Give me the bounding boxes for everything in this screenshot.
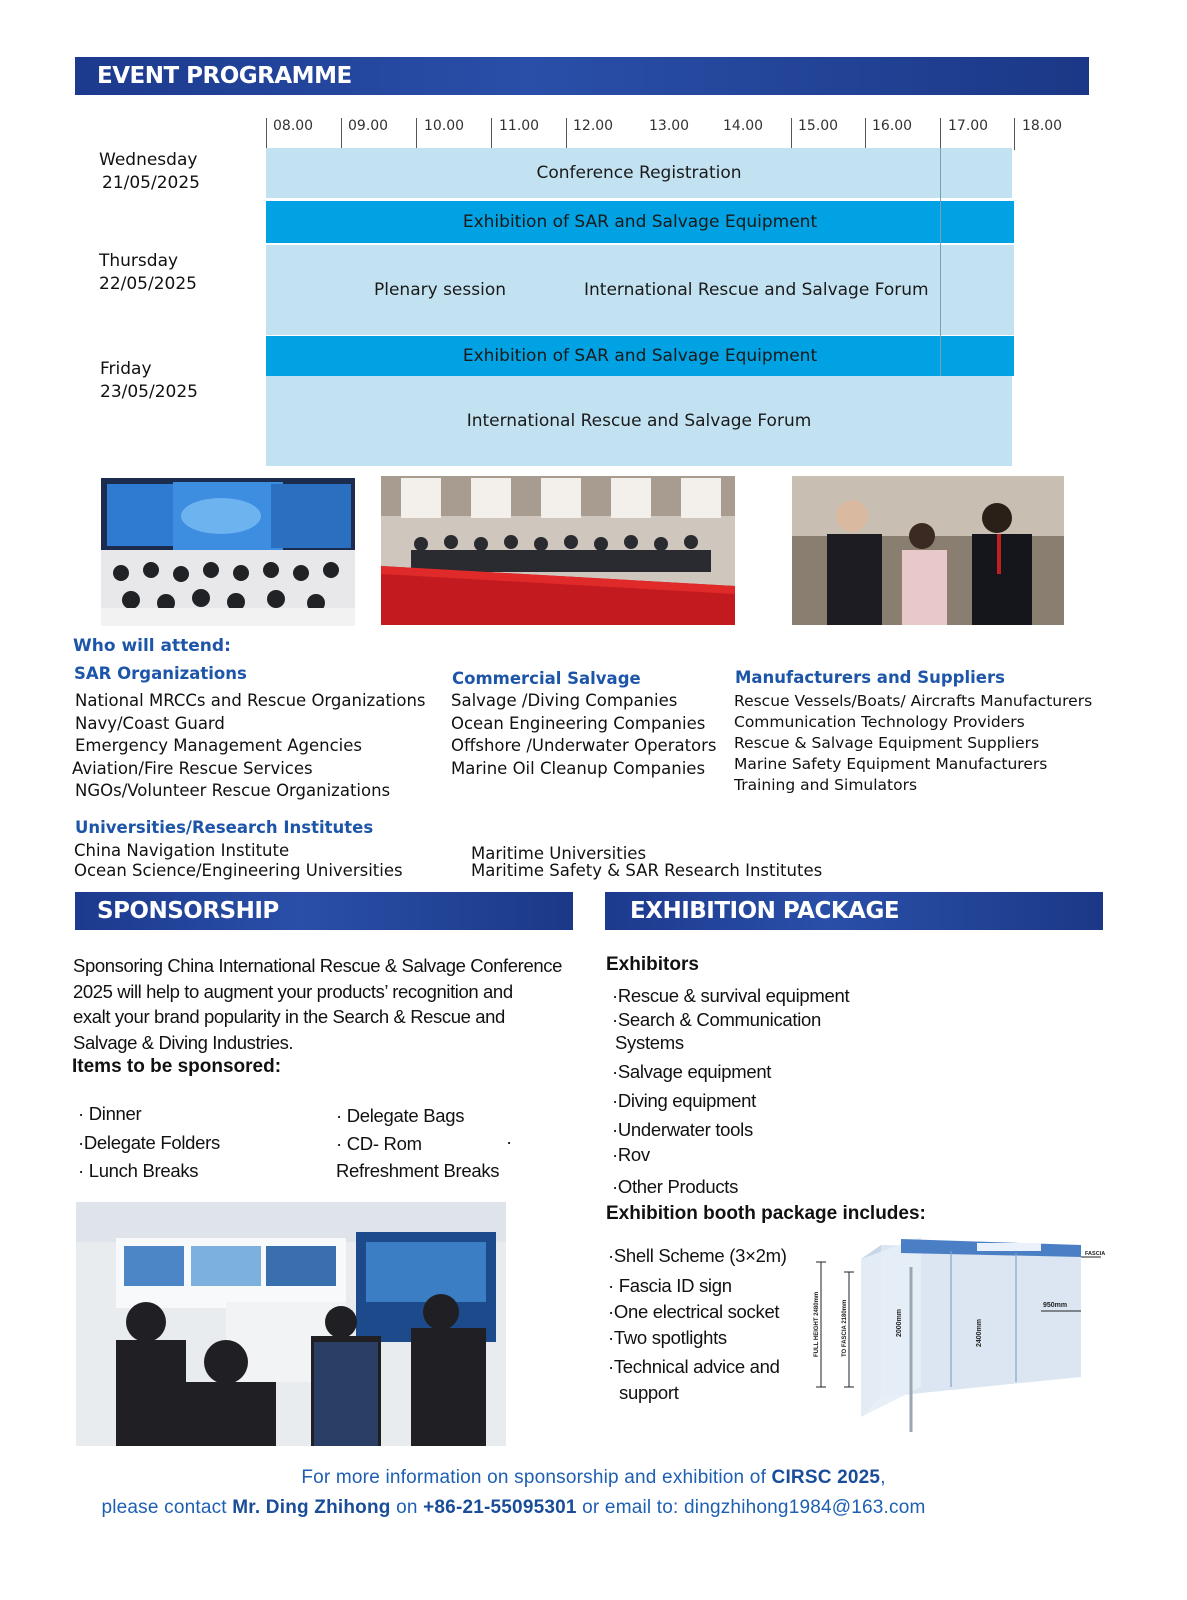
to-fascia-label: TO FASCIA 2180mm [842, 1299, 848, 1357]
exhibitors-heading: Exhibitors [606, 954, 699, 975]
commercial-salvage-list [451, 690, 717, 780]
sar-organizations-list [72, 690, 426, 803]
list-item: Aviation/Fire Rescue Services [72, 758, 313, 778]
footer-text: For more information on sponsorship and exhibition of [301, 1467, 772, 1488]
contact-name: Mr. Ding Zhihong [232, 1497, 391, 1518]
time-tick: 10.00 [424, 118, 465, 134]
tick-line [566, 118, 567, 150]
time-tick: 12.00 [573, 118, 614, 134]
paragraph-line: exalt your brand popularity in the Search & Rescue and [73, 1006, 505, 1027]
shell-scheme-booth-diagram [791, 1227, 1119, 1437]
session-label: Exhibition of SAR and Salvage Equipment [462, 346, 818, 366]
conference-panel-photo [381, 476, 735, 625]
exhibitor-item: ·Underwater tools [612, 1119, 753, 1140]
contact-phone: +86-21-55095301 [423, 1497, 577, 1518]
sponsor-item-delegate-bags: · Delegate Bags [336, 1105, 465, 1126]
sar-organizations-heading: SAR Organizations [74, 664, 247, 683]
day-label-thursday [99, 250, 197, 296]
exhibition-package-title: EXHIBITION PACKAGE [630, 898, 900, 924]
who-will-attend-title: Who will attend: [73, 636, 231, 656]
exhibition-package-banner [605, 892, 1103, 930]
footer-line-2 [0, 1497, 1107, 1519]
time-tick: 17.00 [948, 118, 989, 134]
tick-line [491, 118, 492, 150]
session-forum-friday [266, 376, 1012, 466]
list-item: Navy/Coast Guard [75, 713, 225, 733]
tick-line [416, 118, 417, 150]
session-forum-thursday: International Rescue and Salvage Forum [584, 280, 929, 300]
booth-item: ·Technical advice and [608, 1356, 780, 1377]
universities-list-left [74, 841, 403, 881]
sponsor-item-dinner: · Dinner [78, 1103, 142, 1124]
list-item: Marine Safety Equipment Manufacturers [734, 755, 1048, 773]
time-tick: 14.00 [723, 118, 764, 134]
exhibitor-item: ·Diving equipment [612, 1090, 757, 1111]
manufacturers-heading: Manufacturers and Suppliers [735, 668, 1005, 687]
session-conference-registration [266, 148, 1012, 198]
list-item: Maritime Safety & SAR Research Institutes [471, 861, 823, 880]
day-name: Wednesday [99, 150, 198, 170]
exhibitor-item: ·Rescue & survival equipment [612, 985, 850, 1006]
booth-item: ·One electrical socket [608, 1301, 780, 1322]
list-item: Communication Technology Providers [734, 713, 1025, 731]
booth-item: · Fascia ID sign [608, 1275, 732, 1296]
time-tick: 15.00 [798, 118, 839, 134]
universities-list-right [471, 845, 822, 879]
day-name: Thursday [99, 251, 179, 271]
session-label: Exhibition of SAR and Salvage Equipment [462, 212, 818, 232]
paragraph-line: Salvage & Diving Industries. [73, 1031, 294, 1053]
footer-text: on [390, 1497, 424, 1518]
exhibitor-item: ·Search & Communication [612, 1009, 822, 1030]
tick-line [266, 118, 267, 150]
session-exhibition-thursday [266, 201, 1014, 243]
day-label-wednesday [99, 149, 200, 195]
paragraph-line: Sponsoring China International Rescue & Salvage Conference [73, 955, 562, 976]
tick-line [940, 118, 941, 150]
booth-item: ·Two spotlights [608, 1327, 727, 1348]
list-item: Salvage /Diving Companies [451, 691, 678, 710]
tick-line [791, 118, 792, 150]
exhibitor-item: ·Rov [612, 1144, 650, 1165]
exhibitor-item: Systems [615, 1032, 684, 1053]
universities-heading: Universities/Research Institutes [75, 818, 374, 837]
time-tick: 11.00 [499, 118, 540, 134]
sponsorship-paragraph [73, 953, 577, 1055]
width-950-label: 950mm [1043, 1302, 1068, 1309]
event-programme-banner [75, 57, 1089, 95]
exhibitor-item: ·Salvage equipment [612, 1061, 772, 1082]
session-plenary: Plenary session [374, 280, 507, 300]
booth-package-heading: Exhibition booth package includes: [606, 1203, 926, 1224]
tick-line [1014, 118, 1015, 150]
footer-text: or email to: [576, 1497, 685, 1518]
time-tick: 09.00 [348, 118, 389, 134]
manufacturers-list [734, 691, 1092, 796]
height-2400-label: 2400mm [976, 1318, 983, 1347]
delegates-conversation-photo [792, 476, 1064, 625]
time-tick: 13.00 [649, 118, 690, 134]
sponsor-item-cd-rom: · CD- Rom [336, 1133, 422, 1154]
items-to-sponsor-heading: Items to be sponsored: [72, 1056, 282, 1077]
list-item: Ocean Science/Engineering Universities [74, 861, 403, 880]
exhibitor-item: ·Other Products [612, 1176, 739, 1197]
event-programme-title: EVENT PROGRAMME [97, 63, 352, 89]
session-thursday-forum-block [266, 245, 1014, 335]
footer-line-1 [0, 1467, 1187, 1489]
booth-item: ·Shell Scheme (3×2m) [608, 1245, 787, 1266]
tick-line [865, 118, 866, 150]
height-2000-label: 2000mm [896, 1308, 903, 1337]
time-tick: 08.00 [273, 118, 314, 134]
commercial-salvage-heading: Commercial Salvage [452, 669, 641, 688]
exhibition-booth-photo [76, 1202, 506, 1446]
time-tick: 16.00 [872, 118, 913, 134]
list-item: Offshore /Underwater Operators [451, 736, 717, 755]
sponsor-item-refreshment-breaks: Refreshment Breaks [336, 1160, 500, 1181]
session-label: Conference Registration [536, 163, 742, 183]
day-label-friday [100, 358, 198, 404]
list-item: Training and Simulators [734, 776, 918, 794]
contact-email-link[interactable]: dingzhihong1984@163.com [684, 1497, 926, 1518]
list-item: Maritime Universities [471, 844, 647, 863]
day-date: 22/05/2025 [99, 274, 197, 294]
divider-17h [940, 148, 941, 376]
event-acronym: CIRSC 2025 [771, 1467, 881, 1488]
fascia-label: FASCIA [1085, 1251, 1106, 1257]
sponsor-item-delegate-folders: ·Delegate Folders [78, 1132, 220, 1153]
full-height-label: FULL HEIGHT 2480mm [814, 1291, 820, 1357]
list-item: Rescue & Salvage Equipment Suppliers [734, 734, 1040, 752]
list-item: Rescue Vessels/Boats/ Aircrafts Manufacturers [734, 692, 1093, 710]
session-label: International Rescue and Salvage Forum [466, 411, 812, 431]
list-item: China Navigation Institute [74, 841, 290, 860]
list-item: Marine Oil Cleanup Companies [451, 758, 706, 778]
day-date: 21/05/2025 [102, 173, 200, 193]
time-tick: 18.00 [1022, 118, 1063, 134]
list-item: Emergency Management Agencies [75, 736, 363, 755]
day-date: 23/05/2025 [100, 382, 198, 402]
conference-stage-photo [101, 478, 355, 626]
sponsor-item-lunch-breaks: · Lunch Breaks [78, 1160, 199, 1181]
footer-text: , [880, 1467, 886, 1488]
sponsor-item-bullet: · [506, 1131, 512, 1152]
list-item: Ocean Engineering Companies [451, 713, 706, 733]
list-item: NGOs/Volunteer Rescue Organizations [75, 781, 391, 800]
booth-item: support [619, 1382, 679, 1403]
list-item: National MRCCs and Rescue Organizations [75, 691, 426, 710]
tick-line [341, 118, 342, 150]
sponsorship-title: SPONSORSHIP [97, 898, 279, 924]
sponsorship-banner [75, 892, 573, 930]
session-exhibition-friday [266, 336, 1014, 376]
day-name: Friday [100, 359, 152, 379]
paragraph-line: 2025 will help to augment your products’ recognition and [73, 980, 513, 1002]
footer-text: please contact [101, 1497, 233, 1518]
